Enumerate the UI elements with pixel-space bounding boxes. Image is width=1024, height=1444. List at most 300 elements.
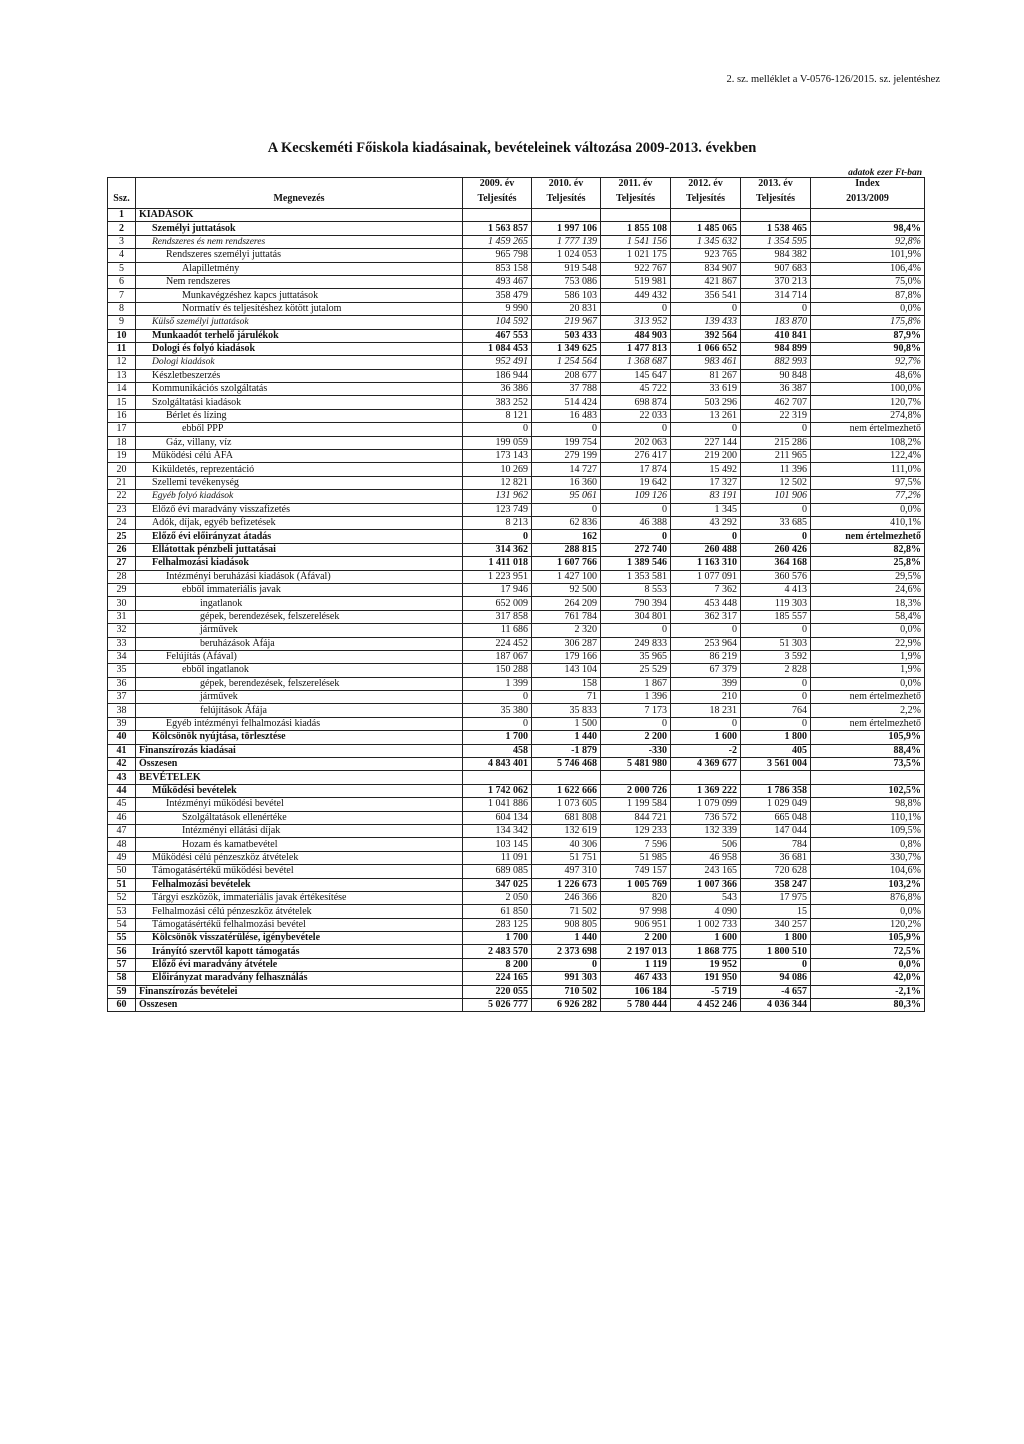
value-cell: 94 086 bbox=[741, 972, 811, 985]
value-cell: 1 396 bbox=[601, 691, 671, 704]
row-label: járművek bbox=[136, 624, 463, 637]
value-cell: 0 bbox=[741, 624, 811, 637]
value-cell: 51 985 bbox=[601, 851, 671, 864]
table-row bbox=[108, 798, 925, 811]
value-cell: 2 483 570 bbox=[463, 945, 532, 958]
value-cell: 399 bbox=[671, 677, 741, 690]
row-number: 12 bbox=[108, 356, 136, 369]
value-cell: 405 bbox=[741, 744, 811, 757]
value-cell: 1 622 666 bbox=[532, 784, 601, 797]
value-cell: 9 990 bbox=[463, 302, 532, 315]
value-cell: 0 bbox=[741, 958, 811, 971]
value-cell: 4 843 401 bbox=[463, 758, 532, 771]
value-cell: 906 951 bbox=[601, 918, 671, 931]
row-number: 36 bbox=[108, 677, 136, 690]
value-cell: 462 707 bbox=[741, 396, 811, 409]
row-label: Rendszeres személyi juttatás bbox=[136, 249, 463, 262]
value-cell: 97 998 bbox=[601, 905, 671, 918]
value-cell: 92 500 bbox=[532, 583, 601, 596]
value-cell: 12 821 bbox=[463, 476, 532, 489]
table-row bbox=[108, 717, 925, 730]
value-cell: 103 145 bbox=[463, 838, 532, 851]
value-cell: 1 079 099 bbox=[671, 798, 741, 811]
index-cell: 92,8% bbox=[811, 235, 925, 248]
row-number: 27 bbox=[108, 557, 136, 570]
table-row bbox=[108, 369, 925, 382]
table-row bbox=[108, 530, 925, 543]
row-label: Hozam és kamatbevétel bbox=[136, 838, 463, 851]
row-number: 19 bbox=[108, 450, 136, 463]
row-number: 13 bbox=[108, 369, 136, 382]
value-cell: 882 993 bbox=[741, 356, 811, 369]
row-number: 50 bbox=[108, 865, 136, 878]
row-label: ingatlanok bbox=[136, 597, 463, 610]
value-cell: 853 158 bbox=[463, 262, 532, 275]
value-cell: 283 125 bbox=[463, 918, 532, 931]
index-cell: 102,5% bbox=[811, 784, 925, 797]
table-row bbox=[108, 784, 925, 797]
table-row bbox=[108, 664, 925, 677]
value-cell: 2 828 bbox=[741, 664, 811, 677]
value-cell: 514 424 bbox=[532, 396, 601, 409]
value-cell bbox=[741, 209, 811, 222]
value-cell: 0 bbox=[463, 717, 532, 730]
value-cell: 1 226 673 bbox=[532, 878, 601, 891]
value-cell: 907 683 bbox=[741, 262, 811, 275]
value-cell: 0 bbox=[671, 530, 741, 543]
table-row bbox=[108, 329, 925, 342]
table-row bbox=[108, 865, 925, 878]
index-cell: 111,0% bbox=[811, 463, 925, 476]
value-cell: 317 858 bbox=[463, 610, 532, 623]
row-label: Kölcsönök visszatérülése, igénybevétele bbox=[136, 932, 463, 945]
header-name: Megnevezés bbox=[136, 190, 463, 209]
index-cell: 0,0% bbox=[811, 302, 925, 315]
value-cell: 17 946 bbox=[463, 583, 532, 596]
value-cell: 18 231 bbox=[671, 704, 741, 717]
value-cell: 749 157 bbox=[601, 865, 671, 878]
value-cell bbox=[671, 771, 741, 784]
value-cell: 109 126 bbox=[601, 490, 671, 503]
value-cell: 104 592 bbox=[463, 316, 532, 329]
row-label: gépek, berendezések, felszerelések bbox=[136, 610, 463, 623]
value-cell: 17 327 bbox=[671, 476, 741, 489]
row-label: felújítások Áfája bbox=[136, 704, 463, 717]
row-number: 4 bbox=[108, 249, 136, 262]
value-cell: 467 433 bbox=[601, 972, 671, 985]
value-cell: 8 121 bbox=[463, 409, 532, 422]
value-cell: 0 bbox=[601, 624, 671, 637]
row-label: ebből immateriális javak bbox=[136, 583, 463, 596]
table-row bbox=[108, 851, 925, 864]
index-cell: 87,9% bbox=[811, 329, 925, 342]
value-cell: 3 561 004 bbox=[741, 758, 811, 771]
value-cell: 11 091 bbox=[463, 851, 532, 864]
table-row bbox=[108, 677, 925, 690]
table-row bbox=[108, 878, 925, 891]
value-cell: 467 553 bbox=[463, 329, 532, 342]
value-cell: 1 024 053 bbox=[532, 249, 601, 262]
value-cell: 1 021 175 bbox=[601, 249, 671, 262]
row-label: ebből PPP bbox=[136, 423, 463, 436]
row-number: 31 bbox=[108, 610, 136, 623]
row-label: Dologi kiadások bbox=[136, 356, 463, 369]
index-cell: 98,8% bbox=[811, 798, 925, 811]
value-cell: 6 926 282 bbox=[532, 999, 601, 1012]
value-cell: 5 780 444 bbox=[601, 999, 671, 1012]
value-cell: 62 836 bbox=[532, 516, 601, 529]
header-row-sub bbox=[108, 190, 925, 209]
index-cell bbox=[811, 771, 925, 784]
value-cell: 665 048 bbox=[741, 811, 811, 824]
value-cell: 51 751 bbox=[532, 851, 601, 864]
value-cell: 0 bbox=[532, 423, 601, 436]
value-cell: 919 548 bbox=[532, 262, 601, 275]
row-number: 26 bbox=[108, 543, 136, 556]
value-cell: 179 166 bbox=[532, 650, 601, 663]
row-label: Előző évi maradvány átvétele bbox=[136, 958, 463, 971]
header-index: Index bbox=[811, 178, 925, 191]
row-label: Előző évi előirányzat átadás bbox=[136, 530, 463, 543]
row-label: Felhalmozási célú pénzeszköz átvételek bbox=[136, 905, 463, 918]
value-cell: 1 073 605 bbox=[532, 798, 601, 811]
index-cell: 0,0% bbox=[811, 905, 925, 918]
value-cell: 22 033 bbox=[601, 409, 671, 422]
value-cell: 1 029 049 bbox=[741, 798, 811, 811]
row-label: Kiküldetés, reprezentáció bbox=[136, 463, 463, 476]
row-label: Egyéb intézményi felhalmozási kiadás bbox=[136, 717, 463, 730]
table-row bbox=[108, 932, 925, 945]
header-year: 2011. év bbox=[601, 178, 671, 191]
value-cell: 0 bbox=[671, 302, 741, 315]
value-cell: 147 044 bbox=[741, 824, 811, 837]
value-cell: 1 353 581 bbox=[601, 570, 671, 583]
value-cell: 698 874 bbox=[601, 396, 671, 409]
index-cell bbox=[811, 209, 925, 222]
value-cell: 1 411 018 bbox=[463, 557, 532, 570]
row-number: 15 bbox=[108, 396, 136, 409]
index-cell: 73,5% bbox=[811, 758, 925, 771]
header-year: 2012. év bbox=[671, 178, 741, 191]
value-cell: 604 134 bbox=[463, 811, 532, 824]
table-row bbox=[108, 958, 925, 971]
table-row bbox=[108, 650, 925, 663]
value-cell: 720 628 bbox=[741, 865, 811, 878]
table-row bbox=[108, 771, 925, 784]
page-title: A Kecskeméti Főiskola kiadásainak, bevételeinek változása 2009-2013. években bbox=[267, 140, 757, 156]
header-year: 2009. év bbox=[463, 178, 532, 191]
value-cell: 503 433 bbox=[532, 329, 601, 342]
table-row bbox=[108, 275, 925, 288]
header-sub: Teljesítés bbox=[463, 190, 532, 209]
value-cell: 1 607 766 bbox=[532, 557, 601, 570]
index-cell: 1,9% bbox=[811, 664, 925, 677]
row-number: 40 bbox=[108, 731, 136, 744]
table-row bbox=[108, 824, 925, 837]
value-cell: 1 800 bbox=[741, 731, 811, 744]
value-cell: 17 874 bbox=[601, 463, 671, 476]
value-cell: 761 784 bbox=[532, 610, 601, 623]
value-cell: 123 749 bbox=[463, 503, 532, 516]
row-number: 46 bbox=[108, 811, 136, 824]
table-row bbox=[108, 610, 925, 623]
index-cell: 42,0% bbox=[811, 972, 925, 985]
index-cell: 0,0% bbox=[811, 503, 925, 516]
header-reference: 2. sz. melléklet a V-0576-126/2015. sz. jelentéshez bbox=[726, 74, 940, 85]
index-cell: 108,2% bbox=[811, 436, 925, 449]
index-cell: 876,8% bbox=[811, 891, 925, 904]
value-cell: 1 369 222 bbox=[671, 784, 741, 797]
value-cell: 1 541 156 bbox=[601, 235, 671, 248]
table-row bbox=[108, 383, 925, 396]
value-cell: 5 026 777 bbox=[463, 999, 532, 1012]
index-cell: 0,0% bbox=[811, 958, 925, 971]
value-cell: 173 143 bbox=[463, 450, 532, 463]
value-cell: 0 bbox=[601, 717, 671, 730]
value-cell: 1 485 065 bbox=[671, 222, 741, 235]
value-cell: 1 345 632 bbox=[671, 235, 741, 248]
row-label: gépek, berendezések, felszerelések bbox=[136, 677, 463, 690]
value-cell: 67 379 bbox=[671, 664, 741, 677]
value-cell: 0 bbox=[741, 423, 811, 436]
value-cell: 0 bbox=[532, 503, 601, 516]
value-cell: 211 965 bbox=[741, 450, 811, 463]
value-cell: 358 479 bbox=[463, 289, 532, 302]
value-cell: 0 bbox=[463, 691, 532, 704]
index-cell: -2,1% bbox=[811, 985, 925, 998]
value-cell: 304 801 bbox=[601, 610, 671, 623]
row-number: 3 bbox=[108, 235, 136, 248]
row-label: Külső személyi juttatások bbox=[136, 316, 463, 329]
value-cell: 220 055 bbox=[463, 985, 532, 998]
row-number: 16 bbox=[108, 409, 136, 422]
value-cell: 0 bbox=[601, 503, 671, 516]
row-number: 54 bbox=[108, 918, 136, 931]
value-cell: 1 440 bbox=[532, 932, 601, 945]
row-number: 10 bbox=[108, 329, 136, 342]
value-cell: 313 952 bbox=[601, 316, 671, 329]
value-cell: 0 bbox=[741, 691, 811, 704]
value-cell: 410 841 bbox=[741, 329, 811, 342]
value-cell: -2 bbox=[671, 744, 741, 757]
index-cell: 106,4% bbox=[811, 262, 925, 275]
value-cell: 586 103 bbox=[532, 289, 601, 302]
table-row bbox=[108, 838, 925, 851]
value-cell: 497 310 bbox=[532, 865, 601, 878]
value-cell: 1 868 775 bbox=[671, 945, 741, 958]
index-cell: 22,9% bbox=[811, 637, 925, 650]
row-label: KIADÁSOK bbox=[136, 209, 463, 222]
index-cell: 2,2% bbox=[811, 704, 925, 717]
row-number: 23 bbox=[108, 503, 136, 516]
value-cell bbox=[601, 771, 671, 784]
header-blank bbox=[108, 178, 136, 191]
value-cell: 991 303 bbox=[532, 972, 601, 985]
value-cell: 215 286 bbox=[741, 436, 811, 449]
value-cell: 2 200 bbox=[601, 932, 671, 945]
table-row bbox=[108, 289, 925, 302]
value-cell: 186 944 bbox=[463, 369, 532, 382]
value-cell: 2 050 bbox=[463, 891, 532, 904]
row-label: Működési célú ÁFA bbox=[136, 450, 463, 463]
value-cell: 288 815 bbox=[532, 543, 601, 556]
value-cell: 0 bbox=[741, 530, 811, 543]
index-cell: 87,8% bbox=[811, 289, 925, 302]
value-cell: 1 007 366 bbox=[671, 878, 741, 891]
table-row bbox=[108, 436, 925, 449]
index-cell: 0,0% bbox=[811, 677, 925, 690]
value-cell: 36 386 bbox=[463, 383, 532, 396]
value-cell: 8 200 bbox=[463, 958, 532, 971]
value-cell: 46 388 bbox=[601, 516, 671, 529]
index-cell: 97,5% bbox=[811, 476, 925, 489]
value-cell: 0 bbox=[671, 624, 741, 637]
index-cell: 110,1% bbox=[811, 811, 925, 824]
value-cell: 264 209 bbox=[532, 597, 601, 610]
header-sub: Teljesítés bbox=[601, 190, 671, 209]
value-cell: 4 452 246 bbox=[671, 999, 741, 1012]
header-sub: Teljesítés bbox=[532, 190, 601, 209]
value-cell: 1 477 813 bbox=[601, 342, 671, 355]
row-number: 35 bbox=[108, 664, 136, 677]
value-cell: 33 619 bbox=[671, 383, 741, 396]
value-cell: 86 219 bbox=[671, 650, 741, 663]
value-cell: 1 440 bbox=[532, 731, 601, 744]
row-label: Szolgáltatási kiadások bbox=[136, 396, 463, 409]
index-cell: 330,7% bbox=[811, 851, 925, 864]
row-number: 17 bbox=[108, 423, 136, 436]
row-label: Szellemi tevékenység bbox=[136, 476, 463, 489]
value-cell: 8 213 bbox=[463, 516, 532, 529]
value-cell: 1 389 546 bbox=[601, 557, 671, 570]
value-cell: 81 267 bbox=[671, 369, 741, 382]
index-cell: 104,6% bbox=[811, 865, 925, 878]
row-number: 39 bbox=[108, 717, 136, 730]
value-cell: 923 765 bbox=[671, 249, 741, 262]
value-cell: 3 592 bbox=[741, 650, 811, 663]
row-label: Intézményi beruházási kiadások (Áfával) bbox=[136, 570, 463, 583]
value-cell: 0 bbox=[463, 530, 532, 543]
value-cell: 2 197 013 bbox=[601, 945, 671, 958]
value-cell: 1 254 564 bbox=[532, 356, 601, 369]
unit-note: adatok ezer Ft-ban bbox=[848, 168, 922, 178]
value-cell: 119 303 bbox=[741, 597, 811, 610]
row-number: 14 bbox=[108, 383, 136, 396]
value-cell: 340 257 bbox=[741, 918, 811, 931]
value-cell: 493 467 bbox=[463, 275, 532, 288]
index-cell: 90,8% bbox=[811, 342, 925, 355]
row-label: Készletbeszerzés bbox=[136, 369, 463, 382]
value-cell: 0 bbox=[601, 302, 671, 315]
row-label: Felhalmozási kiadások bbox=[136, 557, 463, 570]
index-cell: 48,6% bbox=[811, 369, 925, 382]
value-cell: 965 798 bbox=[463, 249, 532, 262]
value-cell: 790 394 bbox=[601, 597, 671, 610]
row-label: Munkaadót terhelő járulékok bbox=[136, 329, 463, 342]
value-cell: 106 184 bbox=[601, 985, 671, 998]
value-cell: 0 bbox=[741, 717, 811, 730]
value-cell: 208 677 bbox=[532, 369, 601, 382]
value-cell: 45 722 bbox=[601, 383, 671, 396]
value-cell: 7 596 bbox=[601, 838, 671, 851]
row-label: Finanszírozás bevételei bbox=[136, 985, 463, 998]
table-row bbox=[108, 691, 925, 704]
value-cell: 20 831 bbox=[532, 302, 601, 315]
value-cell: -5 719 bbox=[671, 985, 741, 998]
value-cell: 210 bbox=[671, 691, 741, 704]
row-label: Működési célú pénzeszköz átvételek bbox=[136, 851, 463, 864]
table-row bbox=[108, 209, 925, 222]
row-number: 25 bbox=[108, 530, 136, 543]
value-cell: 922 767 bbox=[601, 262, 671, 275]
value-cell: 19 952 bbox=[671, 958, 741, 971]
row-number: 52 bbox=[108, 891, 136, 904]
value-cell: 1 354 595 bbox=[741, 235, 811, 248]
value-cell bbox=[532, 771, 601, 784]
index-cell: nem értelmezhető bbox=[811, 691, 925, 704]
value-cell: 35 965 bbox=[601, 650, 671, 663]
value-cell: 7 362 bbox=[671, 583, 741, 596]
row-label: Működési bevételek bbox=[136, 784, 463, 797]
value-cell: 0 bbox=[601, 530, 671, 543]
value-cell: 246 366 bbox=[532, 891, 601, 904]
row-label: Ellátottak pénzbeli juttatásai bbox=[136, 543, 463, 556]
value-cell: 35 380 bbox=[463, 704, 532, 717]
value-cell: 458 bbox=[463, 744, 532, 757]
value-cell: 4 413 bbox=[741, 583, 811, 596]
row-label: Rendszeres és nem rendszeres bbox=[136, 235, 463, 248]
value-cell: 15 bbox=[741, 905, 811, 918]
value-cell: 314 714 bbox=[741, 289, 811, 302]
header-row-years bbox=[108, 178, 925, 191]
value-cell: 1 997 106 bbox=[532, 222, 601, 235]
table-row bbox=[108, 583, 925, 596]
value-cell: 219 200 bbox=[671, 450, 741, 463]
index-cell: 109,5% bbox=[811, 824, 925, 837]
value-cell: 13 261 bbox=[671, 409, 741, 422]
value-cell: 1 349 625 bbox=[532, 342, 601, 355]
table-row bbox=[108, 597, 925, 610]
value-cell: 253 964 bbox=[671, 637, 741, 650]
row-number: 55 bbox=[108, 932, 136, 945]
value-cell: 1 427 100 bbox=[532, 570, 601, 583]
value-cell: 11 686 bbox=[463, 624, 532, 637]
value-cell: 347 025 bbox=[463, 878, 532, 891]
header-year: 2013. év bbox=[741, 178, 811, 191]
value-cell: 191 950 bbox=[671, 972, 741, 985]
value-cell: 14 727 bbox=[532, 463, 601, 476]
value-cell: 224 165 bbox=[463, 972, 532, 985]
value-cell: 1 700 bbox=[463, 932, 532, 945]
value-cell: -330 bbox=[601, 744, 671, 757]
row-number: 41 bbox=[108, 744, 136, 757]
table-row bbox=[108, 235, 925, 248]
row-number: 20 bbox=[108, 463, 136, 476]
value-cell: 392 564 bbox=[671, 329, 741, 342]
table-row bbox=[108, 342, 925, 355]
value-cell: 162 bbox=[532, 530, 601, 543]
value-cell: 36 387 bbox=[741, 383, 811, 396]
value-cell: 272 740 bbox=[601, 543, 671, 556]
value-cell: 15 492 bbox=[671, 463, 741, 476]
header-sub: 2013/2009 bbox=[811, 190, 925, 209]
row-label: Intézményi működési bevétel bbox=[136, 798, 463, 811]
index-cell: 1,9% bbox=[811, 650, 925, 663]
value-cell: 185 557 bbox=[741, 610, 811, 623]
row-label: Gáz, villany, víz bbox=[136, 436, 463, 449]
value-cell: 0 bbox=[671, 423, 741, 436]
value-cell: 260 426 bbox=[741, 543, 811, 556]
